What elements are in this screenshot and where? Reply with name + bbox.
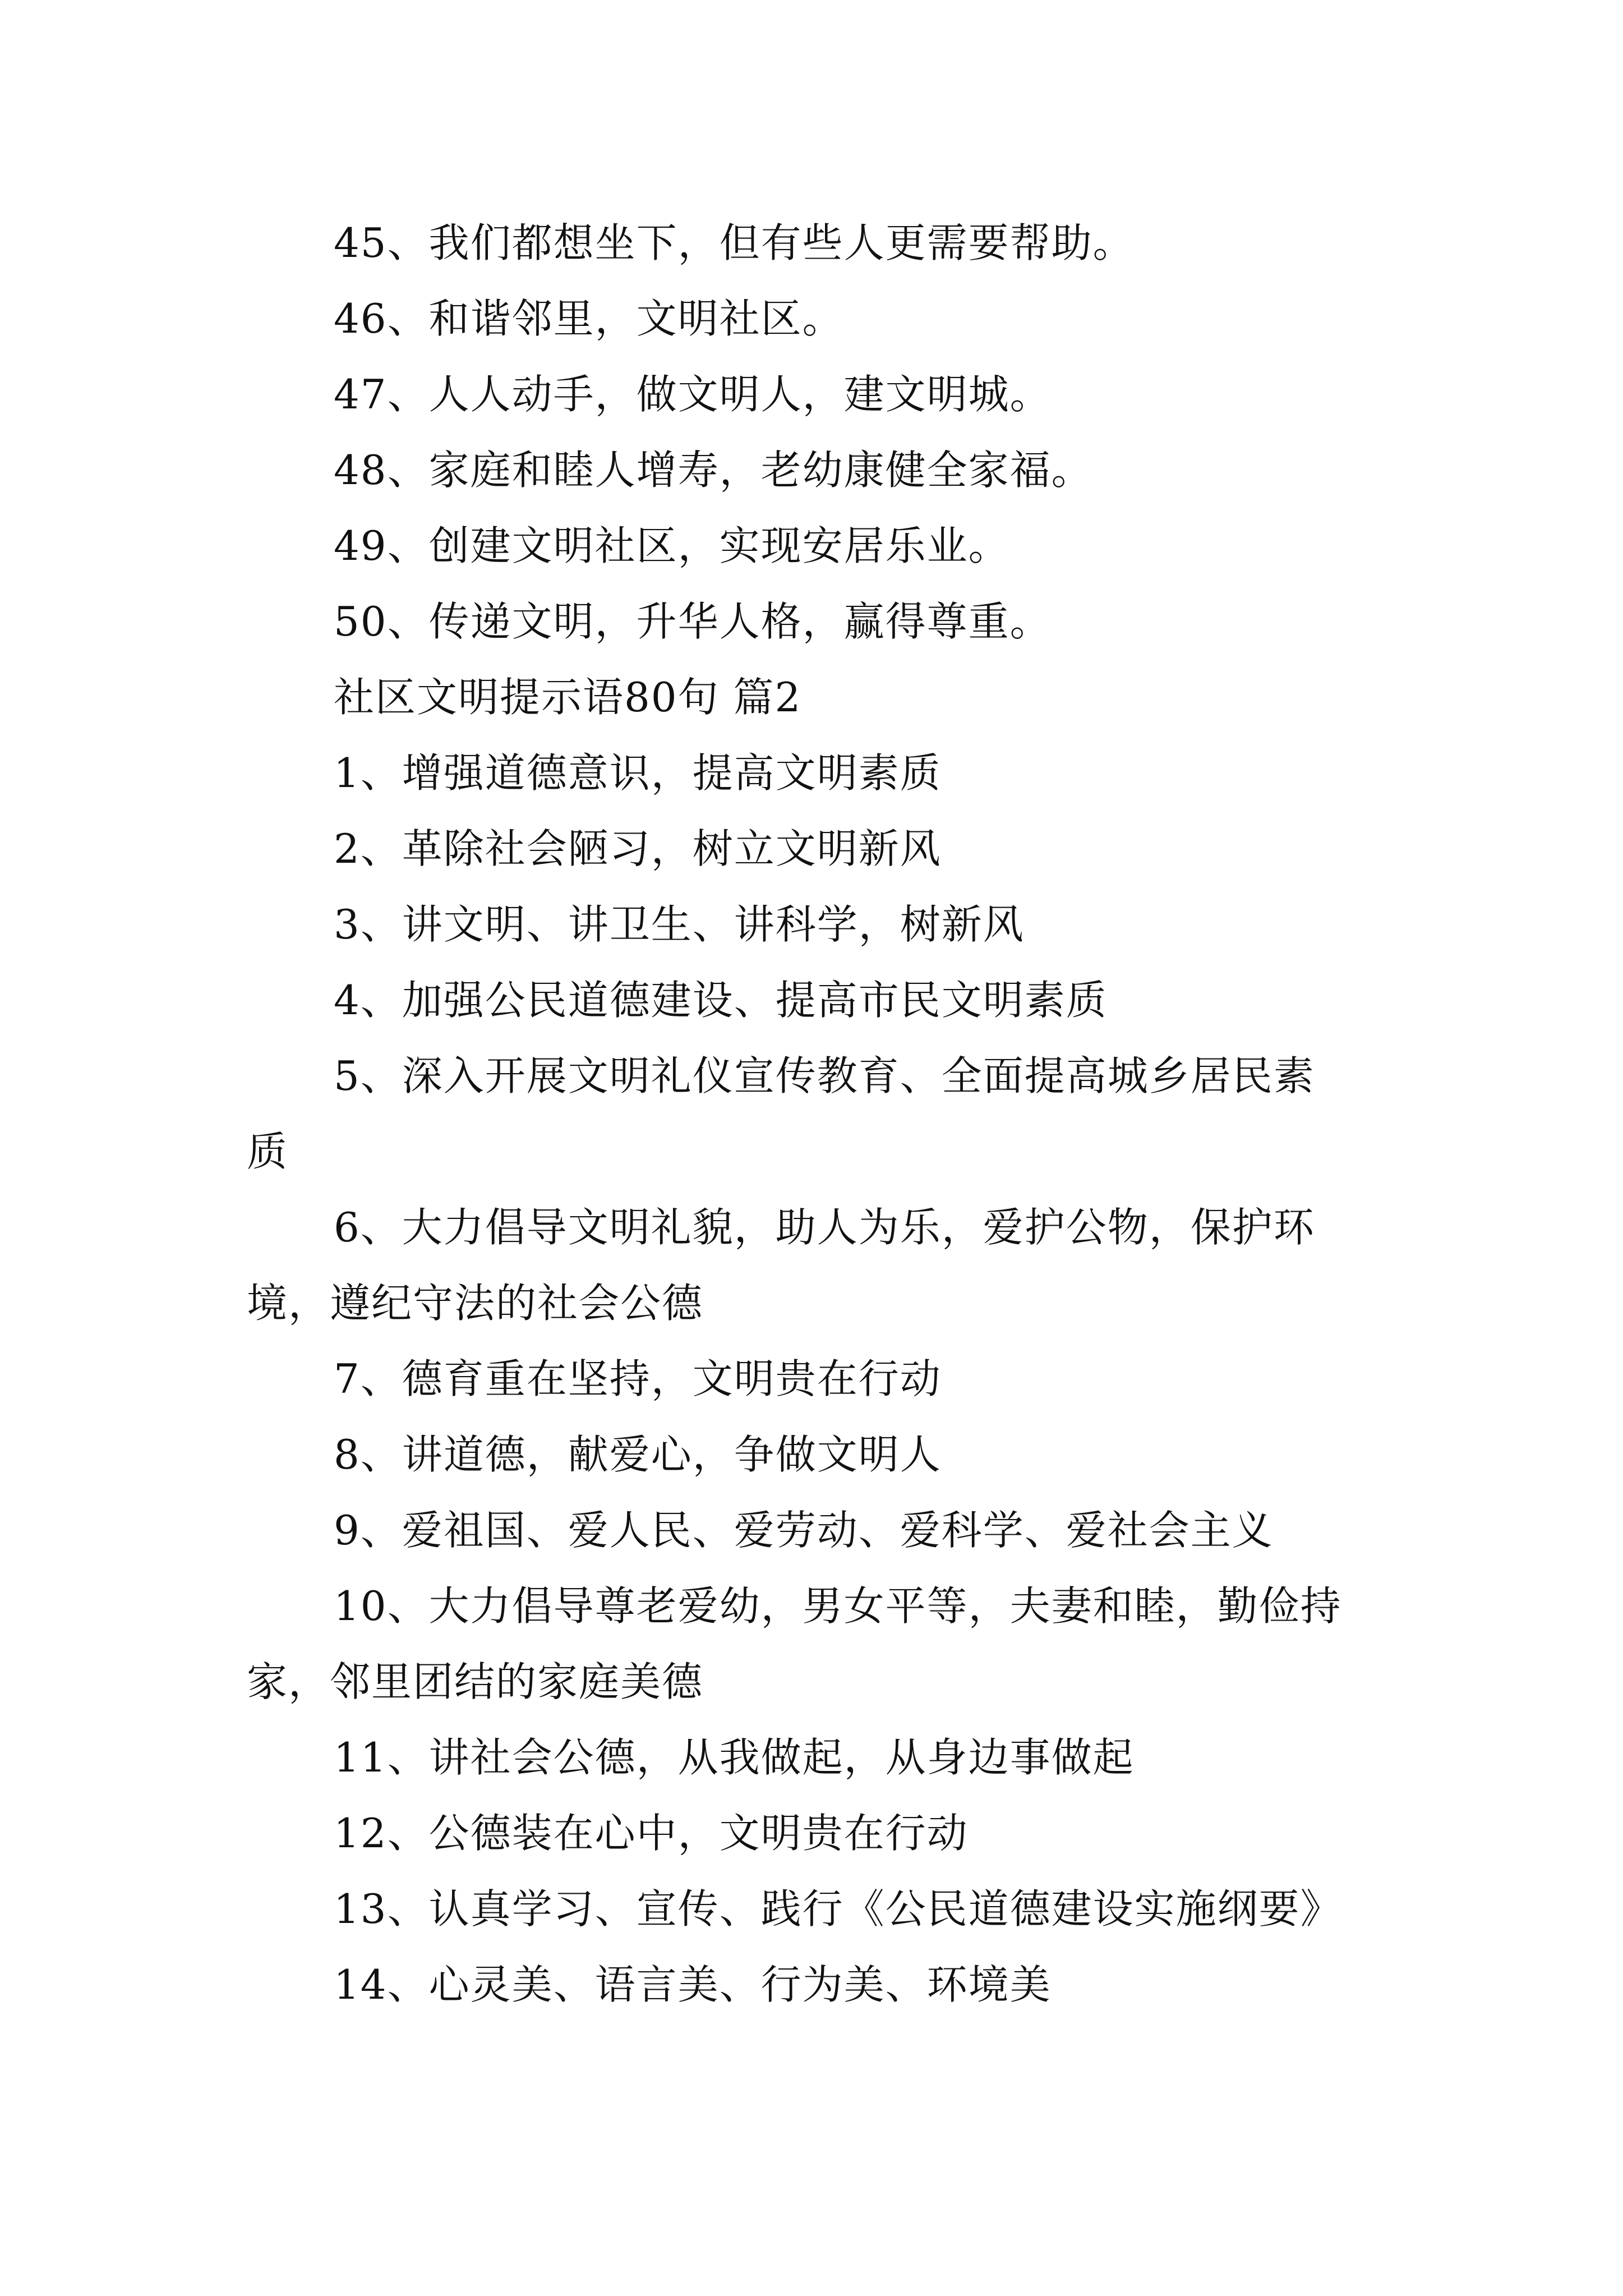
text-line: 13、认真学习、宣传、践行《公民道德建设实施纲要》 bbox=[334, 1885, 1342, 1932]
text-line: 3、讲文明、讲卫生、讲科学，树新风 bbox=[334, 901, 1025, 948]
text-line: 48、家庭和睦人增寿，老幼康健全家福。 bbox=[334, 447, 1093, 494]
text-line: 9、爱祖国、爱人民、爱劳动、爱科学、爱社会主义 bbox=[334, 1507, 1274, 1554]
text-line: 4、加强公民道德建设、提高市民文明素质 bbox=[334, 977, 1108, 1024]
text-line: 45、我们都想坐下，但有些人更需要帮助。 bbox=[334, 219, 1135, 266]
text-line: 50、传递文明，升华人格，赢得尊重。 bbox=[334, 598, 1052, 645]
text-line: 47、人人动手，做文明人，建文明城。 bbox=[334, 371, 1052, 418]
text-line: 5、深入开展文明礼仪宣传教育、全面提高城乡居民素 bbox=[334, 1052, 1315, 1099]
text-line-continuation: 境，遵纪守法的社会公德 bbox=[247, 1280, 704, 1327]
section-heading: 社区文明提示语80句 篇2 bbox=[334, 674, 802, 721]
text-line-continuation: 质 bbox=[247, 1128, 289, 1175]
text-line: 10、大力倡导尊老爱幼，男女平等，夫妻和睦，勤俭持 bbox=[334, 1582, 1342, 1630]
text-line: 12、公德装在心中，文明贵在行动 bbox=[334, 1810, 969, 1857]
text-line: 46、和谐邻里，文明社区。 bbox=[334, 295, 844, 342]
text-line: 6、大力倡导文明礼貌，助人为乐，爱护公物，保护环 bbox=[334, 1204, 1315, 1251]
text-line: 7、德育重在坚持，文明贵在行动 bbox=[334, 1355, 942, 1402]
text-line: 2、革除社会陋习，树立文明新风 bbox=[334, 825, 942, 872]
text-line: 1、增强道德意识，提高文明素质 bbox=[334, 749, 942, 797]
text-line: 8、讲道德，献爱心，争做文明人 bbox=[334, 1431, 942, 1478]
text-line-continuation: 家，邻里团结的家庭美德 bbox=[247, 1658, 704, 1705]
text-line: 14、心灵美、语言美、行为美、环境美 bbox=[334, 1961, 1052, 2008]
text-line: 11、讲社会公德，从我做起，从身边事做起 bbox=[334, 1734, 1135, 1781]
text-line: 49、创建文明社区，实现安居乐业。 bbox=[334, 522, 1010, 569]
